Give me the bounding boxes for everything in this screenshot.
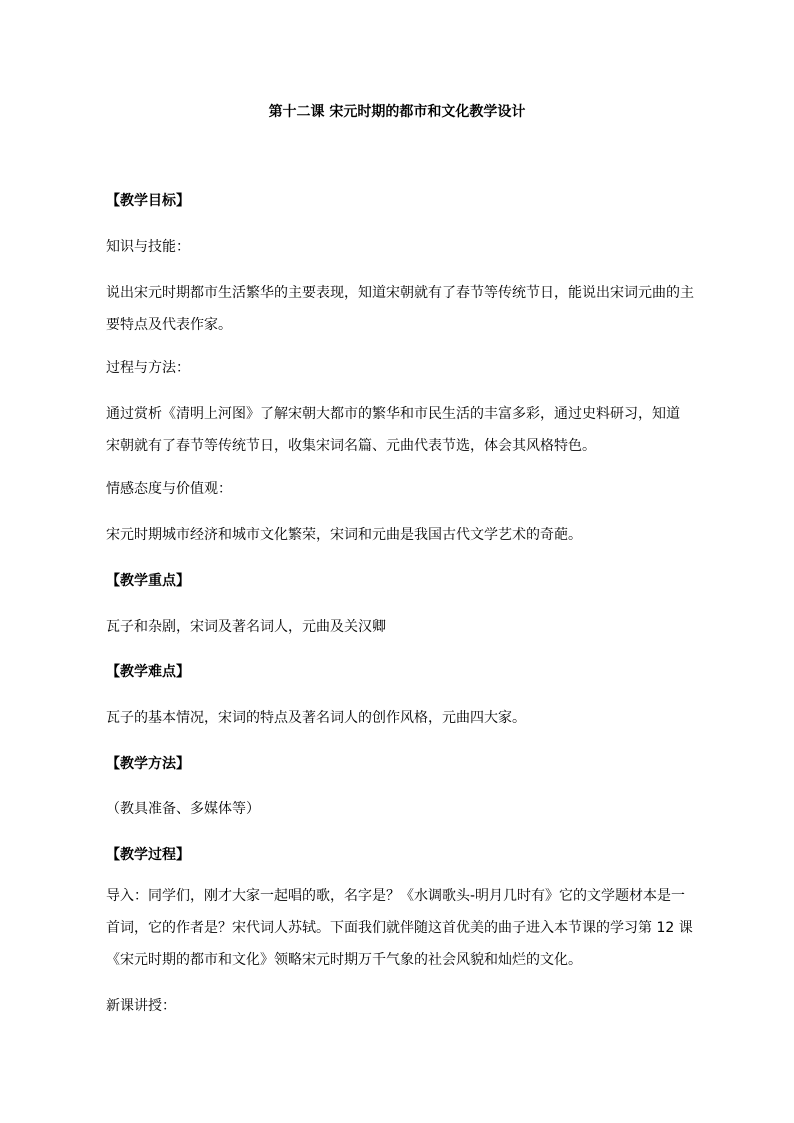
knowledge-line-1: 说出宋元时期都市生活繁华的主要表现，知道宋朝就有了春节等传统节日，能说出宋词元曲的主	[106, 285, 694, 301]
intro-line-1: 导入：同学们，刚才大家一起唱的歌，名字是？《水调歌头-明月几时有》它的文学题材本是一	[106, 888, 686, 904]
difficulties-heading: 【教学难点】	[106, 664, 190, 680]
document-title: 第十二课 宋元时期的都市和文化教学设计	[268, 104, 526, 120]
intro-line-2: 首词，它的作者是？宋代词人苏轼。下面我们就伴随这首优美的曲子进入本节课的学习第 12 课	[106, 920, 693, 936]
keypoints-text: 瓦子和杂剧，宋词及著名词人，元曲及关汉卿	[106, 619, 386, 635]
emotion-label: 情感态度与价值观：	[106, 481, 232, 497]
objectives-heading: 【教学目标】	[106, 193, 190, 209]
knowledge-paragraph	[106, 277, 694, 341]
methods-text: （教具准备、多媒体等）	[106, 801, 260, 817]
knowledge-label: 知识与技能：	[106, 239, 190, 255]
methods-heading: 【教学方法】	[106, 756, 190, 772]
process-paragraph	[106, 398, 691, 462]
emotion-text: 宋元时期城市经济和城市文化繁荣，宋词和元曲是我国古代文学艺术的奇葩。	[106, 527, 582, 543]
difficulties-text: 瓦子的基本情况，宋词的特点及著名词人的创作风格，元曲四大家。	[106, 710, 526, 726]
keypoints-heading: 【教学重点】	[106, 573, 190, 589]
knowledge-line-2: 要特点及代表作家。	[106, 317, 232, 333]
process-label: 过程与方法：	[106, 360, 190, 376]
intro-paragraph	[106, 880, 691, 976]
process-line-2: 宋朝就有了春节等传统节日，收集宋词名篇、元曲代表节选，体会其风格特色。	[106, 438, 596, 454]
new-lesson-label: 新课讲授：	[106, 998, 176, 1014]
process-line-1: 通过赏析《清明上河图》了解宋朝大都市的繁华和市民生活的丰富多彩，通过史料研习，知道	[106, 406, 680, 422]
procedure-heading: 【教学过程】	[106, 847, 190, 863]
intro-line-3: 《宋元时期的都市和文化》领略宋元时期万千气象的社会风貌和灿烂的文化。	[106, 952, 582, 968]
